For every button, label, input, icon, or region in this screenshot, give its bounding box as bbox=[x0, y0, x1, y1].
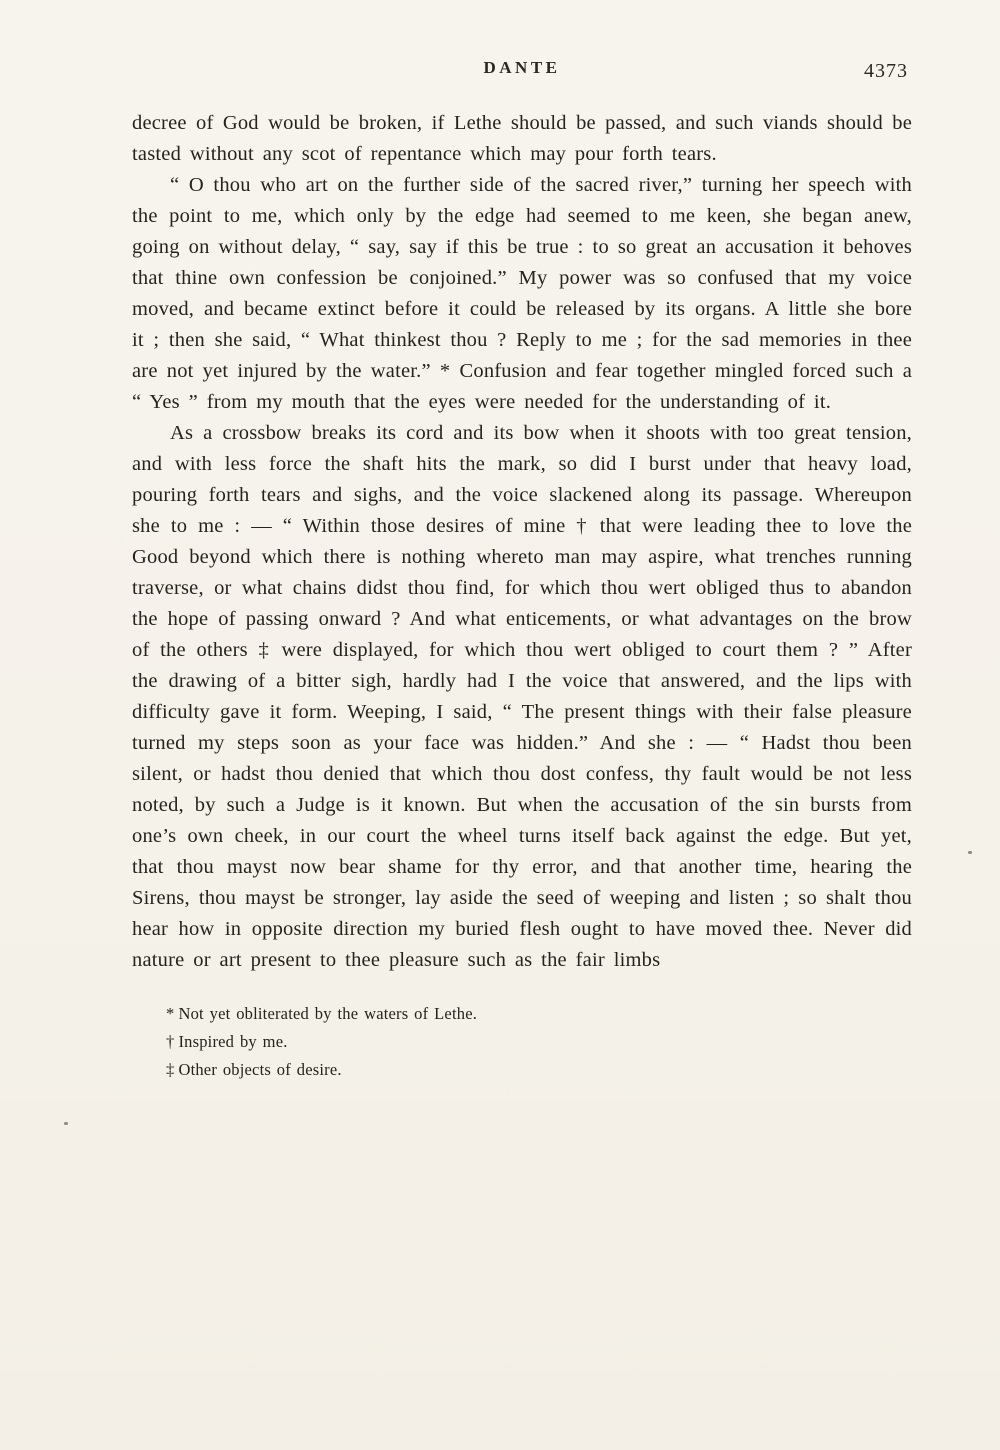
page-number: 4373 bbox=[864, 60, 908, 82]
footnote-text: Not yet obliterated by the waters of Lethe. bbox=[178, 1004, 478, 1023]
body-text bbox=[132, 108, 912, 976]
footnote-marker: ‡ bbox=[166, 1060, 175, 1079]
paragraph: “ O thou who art on the further side of the sacred river,” turning her speech with the point to me, which only by the edge had seemed to me keen, she began anew, going on without delay, “ say, say if this be true : to so great an accusation it behoves that thine own confession be conjoined.” My power was so confused that my voice moved, and became extinct before it could be released by its organs. A little she bore it ; then she said, “ What thinkest thou ? Reply to me ; for the sad memories in thee are not yet injured by the water.” * Confusion and fear together mingled forced such a “ Yes ” from my mouth that the eyes were needed for the understanding of it. bbox=[132, 174, 912, 413]
footnote-marker: † bbox=[166, 1032, 175, 1051]
page-header bbox=[132, 58, 912, 92]
footnote bbox=[166, 1000, 912, 1028]
paragraph-continuation: decree of God would be broken, if Lethe should be passed, and such viands should be tasted without any scot of repentance which may pour forth tears. bbox=[132, 112, 912, 165]
scan-speck bbox=[968, 851, 972, 854]
footnote bbox=[166, 1028, 912, 1056]
footnote-text: Other objects of desire. bbox=[178, 1060, 342, 1079]
footnote bbox=[166, 1056, 912, 1084]
page-body bbox=[132, 0, 912, 1084]
scan-speck bbox=[64, 1122, 68, 1125]
running-title: DANTE bbox=[483, 58, 561, 77]
footnotes bbox=[166, 1000, 912, 1084]
footnote-marker: * bbox=[166, 1004, 175, 1023]
paragraph: As a crossbow breaks its cord and its bow when it shoots with too great tension, and with less force the shaft hits the mark, so did I burst under that heavy load, pouring forth tears and sighs, and the voice slackened along its passage. Whereupon she to me : — “ Within those desires of mine † that were leading thee to love the Good beyond which there is nothing whereto man may aspire, what trenches running traverse, or what chains didst thou find, for which thou wert obliged thus to abandon the hope of passing onward ? And what enticements, or what advantages on the brow of the others ‡ were displayed, for which thou wert obliged to court them ? ” After the drawing of a bitter sigh, hardly had I the voice that answered, and the lips with difficulty gave it form. Weeping, I said, “ The present things with their false pleasure turned my steps soon as your face was hidden.” And she : — “ Hadst thou been silent, or hadst thou denied that which thou dost confess, thy fault would be not less noted, by such a Judge is it known. But when the accusation of the sin bursts from one’s own cheek, in our court the wheel turns itself back against the edge. But yet, that thou mayst now bear shame for thy error, and that another time, hearing the Sirens, thou mayst be stronger, lay aside the seed of weeping and listen ; so shalt thou hear how in opposite direction my buried flesh ought to have moved thee. Never did nature or art present to thee pleasure such as the fair limbs bbox=[132, 422, 912, 971]
footnote-text: Inspired by me. bbox=[178, 1032, 288, 1051]
